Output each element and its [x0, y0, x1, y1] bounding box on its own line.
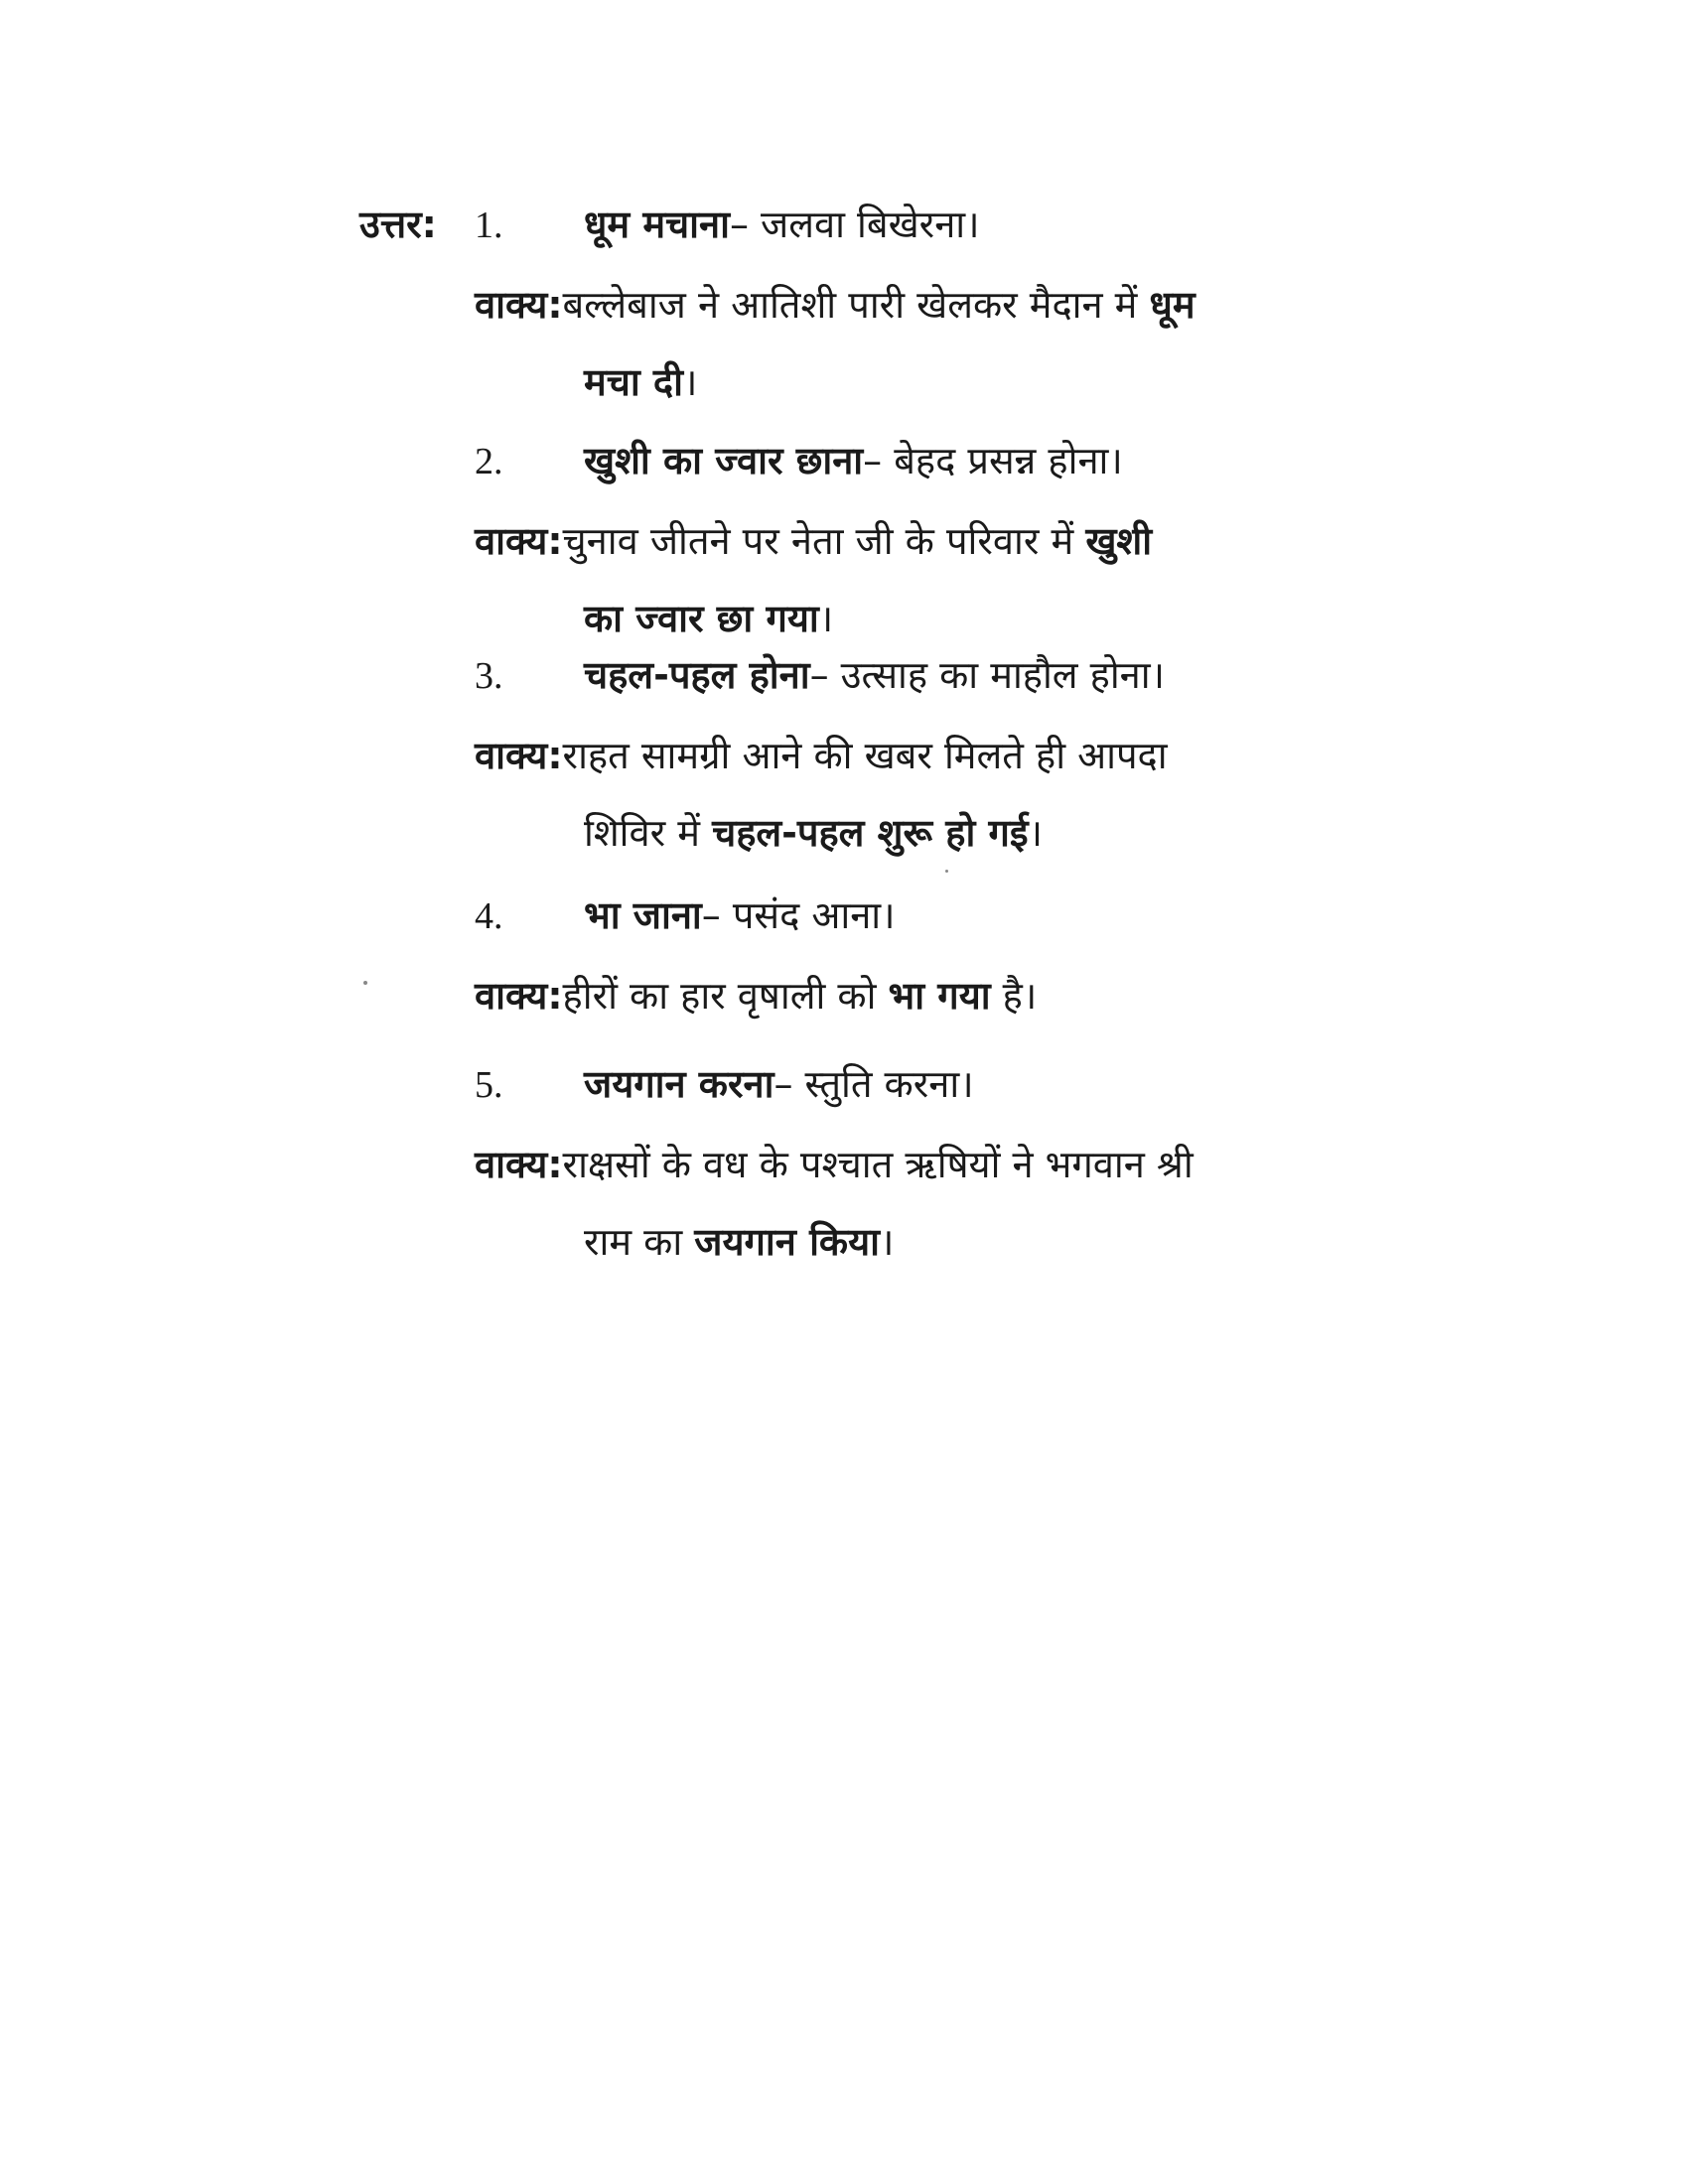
item-number: 4. — [475, 895, 503, 937]
idiom-item-5 — [475, 1056, 1329, 1281]
scan-speck — [945, 870, 948, 873]
sentence-bold-text: खुशी — [1085, 519, 1153, 563]
sentence-bold-text: भा गया — [888, 974, 991, 1018]
vakya-label: वाक्य: — [475, 283, 563, 327]
scan-speck — [363, 981, 367, 985]
idiom-text: जयगान करना — [584, 1062, 774, 1106]
idiom-item-1 — [475, 197, 1329, 421]
sentence-bold-text: जयगान किया — [694, 1220, 880, 1264]
sentence-text: हीरों का हार वृषाली को — [562, 974, 889, 1018]
example-sentence — [475, 957, 1329, 1034]
idiom-item-4 — [475, 887, 1329, 1034]
sentence-line-2 — [475, 343, 1329, 421]
idiom-text: खुशी का ज्वार छाना — [584, 439, 864, 482]
sentence-text: है। — [990, 974, 1038, 1018]
sentence-text: राम का — [584, 1220, 695, 1264]
sentence-line-1 — [475, 502, 1329, 580]
sentence-text: । — [818, 597, 834, 640]
idiom-heading — [475, 1056, 1329, 1112]
example-sentence — [475, 1126, 1329, 1281]
idiom-meaning: – स्तुति करना। — [774, 1062, 974, 1106]
sentence-line-1 — [475, 717, 1329, 794]
sentence-bold-text: का ज्वार छा गया — [584, 597, 819, 640]
sentence-text: राक्षसों के वध के पश्चात ऋषियों ने भगवान श्री — [562, 1143, 1194, 1186]
idiom-heading — [475, 197, 1329, 252]
idiom-heading — [475, 433, 1329, 488]
sentence-line-1 — [475, 266, 1329, 343]
sentence-line-2 — [475, 580, 1329, 657]
idiom-text: भा जाना — [584, 893, 702, 937]
idiom-text: चहल-पहल होना — [584, 653, 810, 697]
sentence-bold-text: चहल-पहल शुरू हो गई — [712, 811, 1029, 855]
idiom-meaning: – पसंद आना। — [701, 893, 896, 937]
sentence-line-2 — [475, 794, 1329, 872]
idiom-meaning: – बेहद प्रसन्न होना। — [863, 439, 1123, 482]
sentence-bold-text: धूम — [1149, 283, 1196, 327]
idiom-meaning: – जलवा बिखेरना। — [729, 203, 980, 246]
item-number: 5. — [475, 1064, 503, 1106]
vakya-label: वाक्य: — [475, 1143, 563, 1186]
example-sentence — [475, 266, 1329, 421]
item-number: 2. — [475, 441, 503, 482]
sentence-bold-text: मचा दी — [584, 360, 683, 404]
sentence-text: । — [1028, 811, 1043, 855]
idiom-heading — [475, 647, 1329, 703]
idiom-text: धूम मचाना — [584, 203, 730, 246]
sentence-text: राहत सामग्री आने की खबर मिलते ही आपदा — [562, 734, 1168, 777]
sentence-line-1 — [475, 1126, 1329, 1203]
vakya-label: वाक्य: — [475, 734, 563, 777]
vakya-label: वाक्य: — [475, 974, 563, 1018]
idiom-meaning: – उत्साह का माहौल होना। — [809, 653, 1166, 697]
answer-label: उत्तर: — [359, 203, 437, 246]
idiom-item-2 — [475, 433, 1329, 657]
idiom-item-3 — [475, 647, 1329, 872]
example-sentence — [475, 717, 1329, 872]
item-number: 1. — [475, 205, 503, 246]
sentence-text: बल्लेबाज ने आतिशी पारी खेलकर मैदान में — [562, 283, 1150, 327]
item-number: 3. — [475, 655, 503, 697]
idiom-heading — [475, 887, 1329, 943]
sentence-text: । — [682, 360, 698, 404]
sentence-line-2 — [475, 1203, 1329, 1281]
vakya-label: वाक्य: — [475, 519, 563, 563]
sentence-text: शिविर में — [584, 811, 713, 855]
sentence-text: । — [880, 1220, 895, 1264]
example-sentence — [475, 502, 1329, 657]
sentence-text: चुनाव जीतने पर नेता जी के परिवार में — [562, 519, 1086, 563]
sentence-line-1 — [475, 957, 1329, 1034]
